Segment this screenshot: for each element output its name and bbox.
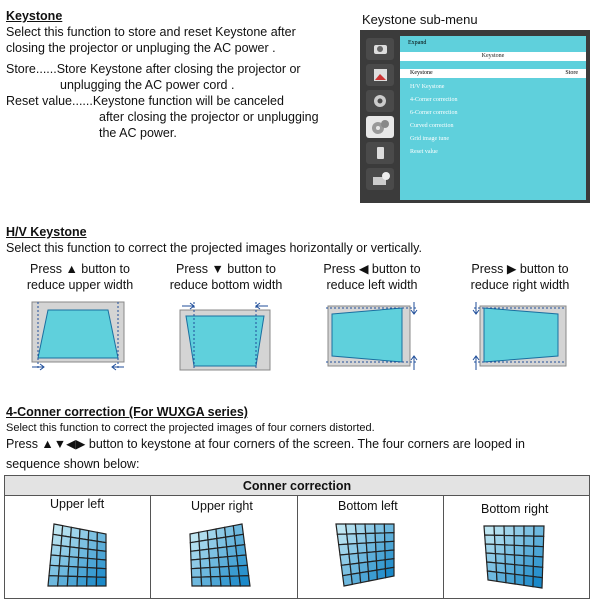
grid-cell <box>347 534 357 544</box>
hv-col4-line1: Press ▶ button to <box>471 262 569 276</box>
grid-cell <box>515 555 525 566</box>
grid-cell <box>210 567 220 577</box>
grid-cell <box>78 558 88 568</box>
info-icon[interactable] <box>366 168 394 190</box>
grid-cell <box>533 556 543 567</box>
keystone-heading: Keystone <box>6 9 63 23</box>
grid-cell <box>504 535 514 545</box>
grid-cell <box>368 570 377 581</box>
grid-cell <box>534 536 544 547</box>
corner-table-header: Conner correction <box>5 476 590 496</box>
right-keystone-diagram <box>470 300 570 372</box>
grid-cell <box>201 568 211 578</box>
grid-cell <box>58 576 68 586</box>
grid-cell <box>218 547 228 558</box>
grid-cell <box>505 564 514 575</box>
reset-line3: the AC power. <box>99 126 177 140</box>
hv-desc: Select this function to correct the projected images horizontally or vertically. <box>6 241 422 255</box>
grid-cell <box>496 554 506 564</box>
picture-icon[interactable] <box>366 38 394 60</box>
grid-cell <box>61 536 71 547</box>
grid-cell <box>69 557 79 567</box>
grid-cell <box>87 558 97 568</box>
menu-item-keystone-label: Keystone <box>410 70 433 76</box>
grid-cell <box>357 543 367 553</box>
grid-cell <box>494 526 504 535</box>
menu-header: Keystone <box>400 52 586 61</box>
grid-cell <box>49 565 59 576</box>
grid-cell <box>485 544 495 554</box>
bottom-right-grid <box>480 522 550 592</box>
grid-cell <box>211 577 221 587</box>
grid-cell <box>97 550 106 560</box>
grid-cell <box>497 572 507 583</box>
grid-cell <box>208 539 218 550</box>
corner-desc2: Press ▲▼◀▶ button to keystone at four corners of the screen. The four corners are looped in <box>6 437 526 451</box>
reset-line2: after closing the projector or unplugging <box>99 110 319 124</box>
grid-cell <box>346 524 357 534</box>
grid-cell <box>68 566 78 576</box>
grid-cell <box>60 546 70 557</box>
grid-cell <box>385 567 394 577</box>
keystone-desc-line1: Select this function to store and reset Keystone after <box>6 25 296 39</box>
hv-col3-line1: Press ◀ button to <box>323 262 421 276</box>
keystone-submenu <box>360 30 590 203</box>
grid-cell <box>351 573 360 584</box>
grid-cell <box>52 534 62 545</box>
settings-gears-icon[interactable] <box>366 116 394 138</box>
grid-cell <box>506 573 515 584</box>
submenu-title: Keystone sub-menu <box>362 12 478 27</box>
upper-keystone-diagram <box>30 300 130 372</box>
label-bottom-left: Bottom left <box>338 499 398 513</box>
grid-cell <box>191 568 201 577</box>
grid-cell <box>495 535 505 545</box>
menu-item-keystone[interactable] <box>400 69 586 78</box>
grid-cell <box>79 539 88 550</box>
grid-cell <box>358 553 368 564</box>
grid-cell <box>384 524 394 533</box>
upper-left-grid <box>44 520 114 590</box>
grid-cell <box>355 524 365 534</box>
grid-cell <box>87 577 97 586</box>
menu-expand[interactable]: Expand <box>408 40 427 46</box>
grid-cell <box>534 546 544 557</box>
hv-col4-line2: reduce right width <box>470 278 570 292</box>
grid-cell <box>505 554 515 564</box>
grid-cell <box>217 537 227 548</box>
grid-cell <box>191 559 201 569</box>
grid-cell <box>486 553 496 563</box>
grid-cell <box>237 555 248 566</box>
grid-cell <box>235 534 245 545</box>
grid-cell <box>348 544 358 555</box>
grid-cell <box>533 577 542 588</box>
grid-cell <box>339 544 349 555</box>
grid-cell <box>87 568 97 578</box>
grid-cell <box>366 533 376 543</box>
grid-cell <box>375 524 385 533</box>
grid-cell <box>70 537 80 548</box>
grid-cell <box>209 548 219 558</box>
store-line1: Store......Store Keystone after closing the projector or <box>6 62 301 76</box>
grid-cell <box>375 533 385 543</box>
hv-col2-line2: reduce bottom width <box>169 278 283 292</box>
grid-cell <box>514 526 524 536</box>
grid-cell <box>504 526 514 536</box>
grid-cell <box>524 575 533 586</box>
grid-cell <box>88 540 97 550</box>
menu-item-grid-tune[interactable]: Grid image tune <box>410 136 449 142</box>
store-line2: unplugging the AC power cord . <box>60 78 235 92</box>
grid-cell <box>220 576 231 586</box>
grid-cell <box>487 571 497 581</box>
grid-cell <box>192 577 202 586</box>
hv-col1-line2: reduce upper width <box>26 278 134 292</box>
bottom-left-grid <box>332 520 402 590</box>
menu-item-6-corner[interactable]: 6-Corner correction <box>410 110 458 116</box>
grid-cell <box>524 546 534 557</box>
grid-cell <box>484 526 495 535</box>
grid-cell <box>239 576 250 586</box>
grid-cell <box>97 568 107 577</box>
corner-desc3: sequence shown below: <box>6 457 140 471</box>
menu-item-keystone-value: Store <box>565 70 578 76</box>
grid-cell <box>385 541 394 551</box>
grid-cell <box>485 535 495 544</box>
hv-col2-line1: Press ▼ button to <box>176 262 276 276</box>
grid-cell <box>219 566 229 576</box>
grid-cell <box>336 524 347 534</box>
grid-cell <box>376 542 385 552</box>
grid-cell <box>524 536 534 546</box>
menu-item-reset[interactable]: Reset value <box>410 149 438 155</box>
grid-cell <box>67 576 77 586</box>
keystone-desc-line2: closing the projector or unpluging the AC power . <box>6 41 276 55</box>
grid-cell <box>515 574 524 585</box>
menu-item-4-corner[interactable]: 4-Corner correction <box>410 97 458 103</box>
grid-cell <box>69 547 79 558</box>
grid-cell <box>230 576 241 586</box>
hv-heading: H/V Keystone <box>6 225 87 239</box>
grid-cell <box>377 569 386 580</box>
grid-cell <box>200 549 210 559</box>
grid-cell <box>97 559 106 569</box>
grid-cell <box>367 552 376 562</box>
grid-cell <box>59 566 69 576</box>
grid-cell <box>79 548 89 558</box>
grid-cell <box>514 545 524 555</box>
grid-cell <box>533 566 543 577</box>
label-upper-left: Upper left <box>50 497 105 511</box>
grid-cell <box>524 526 534 536</box>
grid-cell <box>356 534 366 544</box>
reset-line1: Reset value......Keystone function will be canceled <box>6 94 284 108</box>
grid-cell <box>524 556 534 567</box>
label-upper-right: Upper right <box>191 499 253 513</box>
grid-cell <box>514 536 524 546</box>
grid-cell <box>191 550 201 560</box>
grid-cell <box>337 534 348 545</box>
grid-cell <box>505 545 515 555</box>
grid-cell <box>200 558 210 568</box>
grid-cell <box>515 565 524 576</box>
grid-cell <box>349 553 359 564</box>
grid-cell <box>495 544 505 554</box>
grid-cell <box>360 572 369 583</box>
grid-cell <box>77 577 87 587</box>
image-icon[interactable] <box>366 64 394 86</box>
menu-panel <box>400 36 586 200</box>
corner-heading: 4-Conner correction (For WUXGA series) <box>6 405 248 419</box>
grid-cell <box>534 526 544 536</box>
hv-col3-line2: reduce left width <box>326 278 418 292</box>
left-keystone-diagram <box>326 300 422 372</box>
grid-cell <box>365 524 375 534</box>
grid-cell <box>219 557 229 567</box>
corner-desc1: Select this function to correct the projected images of four corners distorted. <box>6 422 375 434</box>
grid-cell <box>385 533 394 542</box>
gear-icon[interactable] <box>366 90 394 112</box>
grid-cell <box>238 565 249 576</box>
menu-sidebar <box>364 36 398 200</box>
grid-cell <box>78 567 88 577</box>
grid-cell <box>201 577 211 586</box>
bottom-keystone-diagram <box>178 300 274 372</box>
grid-cell <box>209 558 219 568</box>
grid-cell <box>50 555 60 566</box>
grid-cell <box>236 545 246 556</box>
usb-icon[interactable] <box>366 142 394 164</box>
grid-cell <box>96 577 106 586</box>
menu-item-hv-keystone[interactable]: H/V Keystone <box>410 84 445 90</box>
grid-cell <box>59 556 69 567</box>
grid-cell <box>88 549 97 559</box>
grid-cell <box>48 576 59 586</box>
hv-col1-line1: Press ▲ button to <box>30 262 130 276</box>
menu-item-curved[interactable]: Curved correction <box>410 123 454 129</box>
upper-right-grid <box>186 520 256 590</box>
grid-cell <box>51 545 61 556</box>
label-bottom-right: Bottom right <box>481 502 549 516</box>
grid-cell <box>524 566 533 577</box>
grid-cell <box>366 542 376 552</box>
grid-cell <box>199 540 209 550</box>
